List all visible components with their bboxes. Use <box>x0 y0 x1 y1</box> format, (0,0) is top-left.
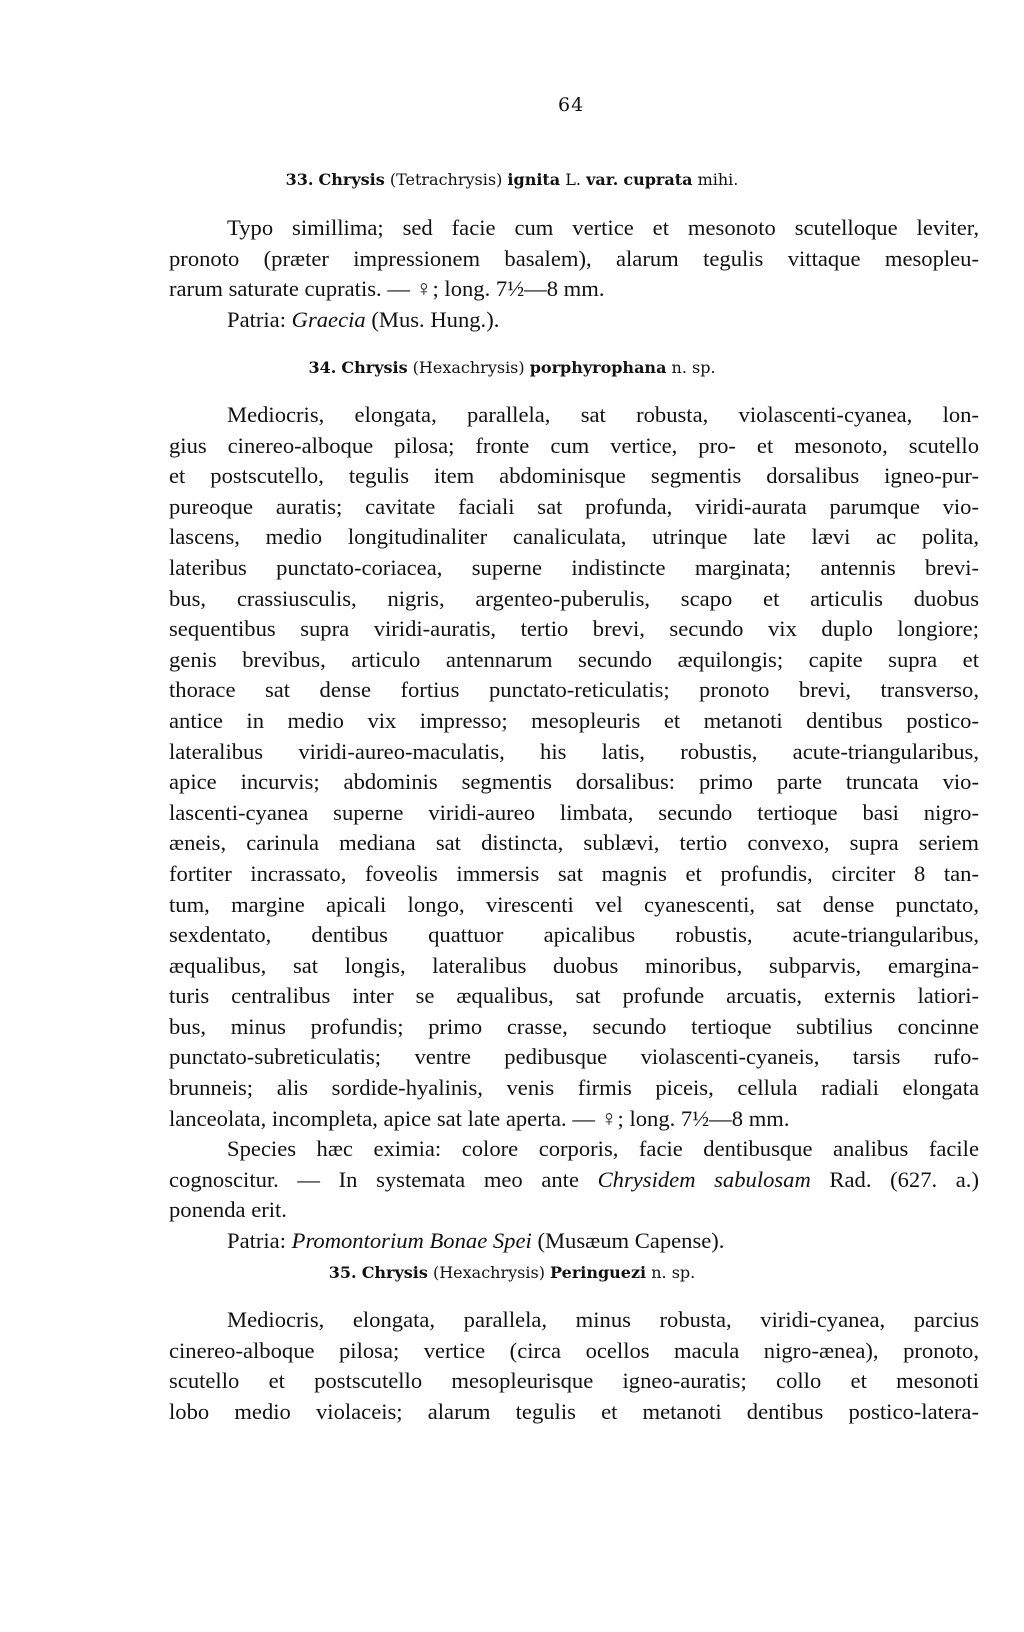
text-line: turis centralibus inter se æqualibus, sat profunde arcuatis, externis latiori- <box>169 983 979 1009</box>
patria-rest: (Musæum Capense). <box>537 1228 725 1254</box>
patria-place: Promontorium Bonae Spei <box>291 1228 532 1254</box>
text-line: fortiter incrassato, foveolis immersis sat magnis et profundis, circiter 8 tan- <box>169 860 979 886</box>
var-author: mihi. <box>697 170 739 189</box>
var-name: cuprata <box>623 170 693 189</box>
text-line: Mediocris, elongata, parallela, sat robusta, violascenti-cyanea, lon- <box>227 402 979 427</box>
genus: Chrysis <box>341 358 408 377</box>
text-line: et postscutello, tegulis item abdominisque segmentis dorsalibus igneo-pur- <box>169 463 979 489</box>
patria-line <box>169 1226 979 1257</box>
text-line: scutello et postscutello mesopleurisque igneo-auratis; collo et mesonoti <box>169 1368 979 1394</box>
species: Peringuezi <box>550 1263 647 1282</box>
text-line <box>169 1165 979 1196</box>
section-35-description <box>169 1305 979 1427</box>
patria-line <box>169 305 979 336</box>
section-34-description <box>169 400 979 1257</box>
text-line: bus, minus profundis; primo crasse, secundo tertioque subtilius concinne <box>169 1013 979 1039</box>
text-line: pronoto (præter impressionem basalem), alarum tegulis vittaque mesopleu- <box>169 245 979 271</box>
section-number: 34. <box>308 358 337 377</box>
var-label: var. <box>586 170 619 189</box>
species: porphyrophana <box>529 358 667 377</box>
text-line: æqualibus, sat longis, lateralibus duobus minoribus, subparvis, emargina- <box>169 952 979 978</box>
author: n. sp. <box>671 358 716 377</box>
text-line: lateralibus viridi-aureo-maculatis, his latis, robustis, acute-triangularibus, <box>169 738 979 764</box>
text-line: brunneis; alis sordide-hyalinis, venis firmis piceis, cellula radiali elongata <box>169 1075 979 1101</box>
text-line: ponenda erit. <box>169 1197 287 1223</box>
text-line: punctato-subreticulatis; ventre pedibusque violascenti-cyaneis, tarsis rufo- <box>169 1044 979 1070</box>
species: ignita <box>507 170 561 189</box>
text-line: rarum saturate cupratis. — ♀; long. 7½—8 mm. <box>169 276 605 302</box>
species-note: cognoscitur. — In systemata meo ante <box>169 1166 579 1192</box>
text-line: Mediocris, elongata, parallela, minus robusta, viridi-cyanea, parcius <box>227 1307 979 1332</box>
subgenus: (Hexachrysis) <box>432 1263 545 1282</box>
section-number: 33. <box>285 170 314 189</box>
section-33-heading <box>0 170 1024 189</box>
text-line: lanceolata, incompleta, apice sat late aperta. — ♀; long. 7½—8 mm. <box>169 1105 790 1131</box>
subgenus: (Hexachrysis) <box>412 358 525 377</box>
text-line: pureoque auratis; cavitate faciali sat profunda, viridi-aurata parumque vio- <box>169 493 979 519</box>
patria-place: Graecia <box>291 306 366 332</box>
patria-label: Patria: <box>227 306 286 332</box>
text-line: Typo simillima; sed facie cum vertice et mesonoto scutelloque leviter, <box>227 215 979 240</box>
subgenus: (Tetrachrysis) <box>389 170 503 189</box>
section-33-description <box>169 213 979 335</box>
patria-label: Patria: <box>227 1228 286 1254</box>
patria-rest: (Mus. Hung.). <box>371 306 500 332</box>
species-note-italic: Chrysidem sabulosam <box>597 1166 811 1192</box>
species-note-after: Rad. (627. a.) <box>829 1166 979 1192</box>
text-line: thorace sat dense fortius punctato-reticulatis; pronoto brevi, transverso, <box>169 677 979 703</box>
text-line: lascenti-cyanea superne viridi-aureo limbata, secundo tertioque basi nigro- <box>169 799 979 825</box>
text-line: lascens, medio longitudinaliter canaliculata, utrinque late lævi ac polita, <box>169 524 979 550</box>
page-number: 64 <box>558 94 585 116</box>
text-line: Species hæc eximia: colore corporis, facie dentibusque analibus facile <box>227 1136 979 1162</box>
author: n. sp. <box>651 1263 696 1282</box>
genus: Chrysis <box>361 1263 428 1282</box>
text-line: antice in medio vix impresso; mesopleuris et metanoti dentibus postico- <box>169 707 979 733</box>
text-line: apice incurvis; abdominis segmentis dorsalibus: primo parte truncata vio- <box>169 769 979 795</box>
text-line: lobo medio violaceis; alarum tegulis et metanoti dentibus postico-latera- <box>169 1398 979 1424</box>
author: L. <box>565 170 581 189</box>
genus: Chrysis <box>318 170 385 189</box>
text-line: bus, crassiusculis, nigris, argenteo-puberulis, scapo et articulis duobus <box>169 585 979 611</box>
section-35-heading <box>0 1263 1024 1282</box>
text-line: æneis, carinula mediana sat distincta, sublævi, tertio convexo, supra seriem <box>169 830 979 856</box>
text-line: gius cinereo-alboque pilosa; fronte cum vertice, pro- et mesonoto, scutello <box>169 432 979 458</box>
text-line: sequentibus supra viridi-auratis, tertio brevi, secundo vix duplo longiore; <box>169 616 979 642</box>
text-line: cinereo-alboque pilosa; vertice (circa ocellos macula nigro-ænea), pronoto, <box>169 1337 979 1363</box>
text-line: sexdentato, dentibus quattuor apicalibus robustis, acute-triangularibus, <box>169 922 979 948</box>
text-line: genis brevibus, articulo antennarum secundo æquilongis; capite supra et <box>169 646 979 672</box>
text-line: lateribus punctato-coriacea, superne indistincte marginata; antennis brevi- <box>169 554 979 580</box>
section-34-heading <box>0 358 1024 377</box>
text-line: tum, margine apicali longo, virescenti vel cyanescenti, sat dense punctato, <box>169 891 979 917</box>
section-number: 35. <box>328 1263 357 1282</box>
